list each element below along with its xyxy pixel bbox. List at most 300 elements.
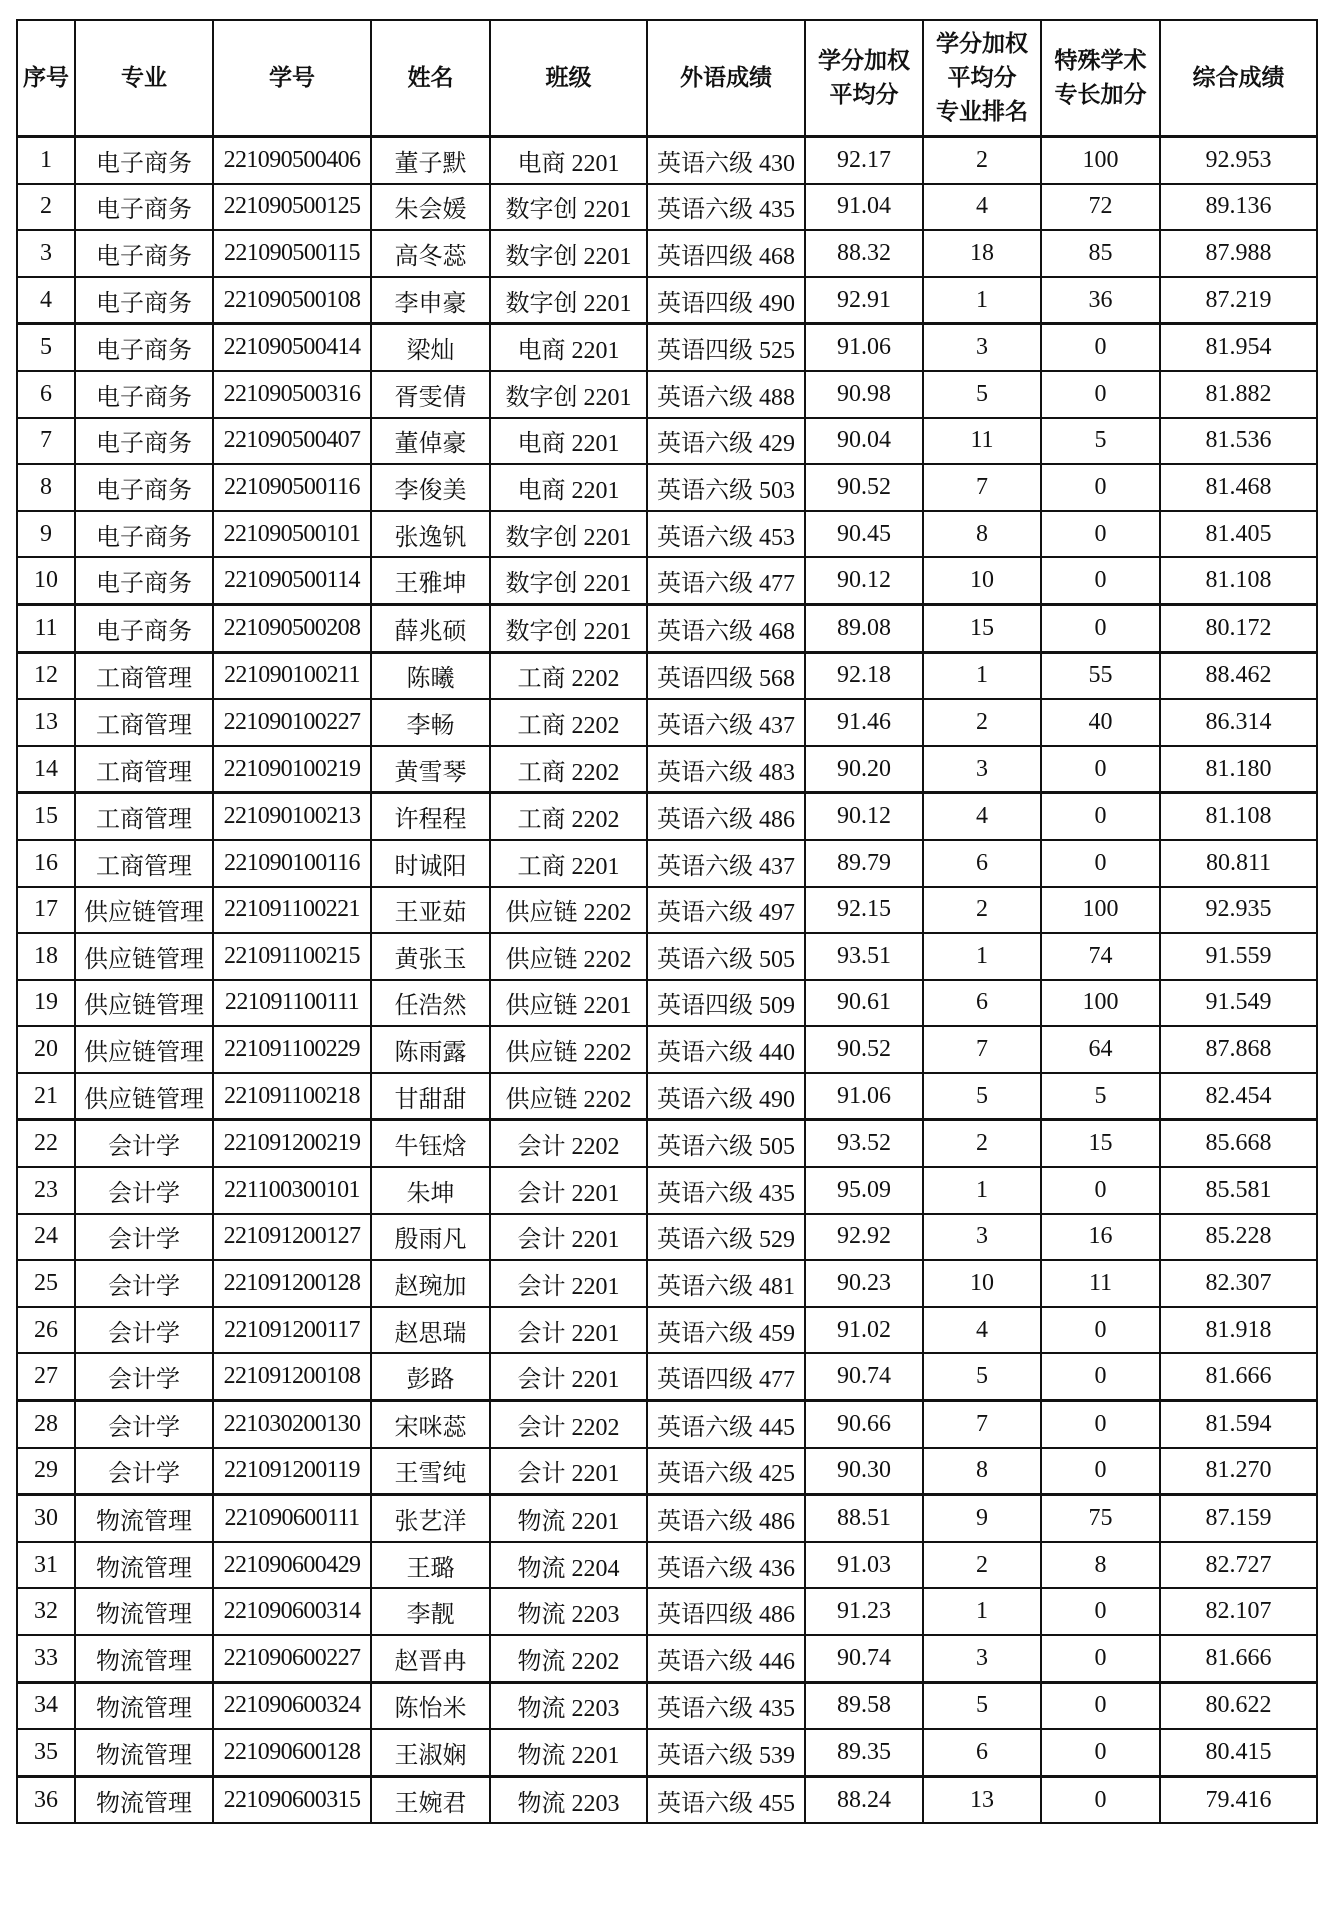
cell-student-id: 221090100211 xyxy=(213,652,371,699)
cell-language-score: 英语六级 437 xyxy=(647,699,805,746)
cell-class: 物流 2203 xyxy=(490,1776,647,1823)
table-row xyxy=(17,1542,1317,1589)
cell-index: 31 xyxy=(17,1542,75,1589)
cell-major: 物流管理 xyxy=(75,1542,213,1589)
cell-total-score: 87.988 xyxy=(1160,230,1317,277)
cell-gpa-rank: 4 xyxy=(923,1307,1041,1354)
cell-class: 数字创 2201 xyxy=(490,557,647,604)
cell-name: 王亚茹 xyxy=(371,887,490,934)
table-row xyxy=(17,793,1317,840)
cell-student-id: 221090100116 xyxy=(213,840,371,887)
cell-gpa: 92.91 xyxy=(805,277,923,324)
cell-index: 36 xyxy=(17,1776,75,1823)
cell-major: 物流管理 xyxy=(75,1635,213,1682)
cell-gpa-rank: 1 xyxy=(923,1167,1041,1214)
cell-language-score: 英语六级 440 xyxy=(647,1026,805,1073)
cell-gpa: 90.74 xyxy=(805,1353,923,1400)
cell-gpa-rank: 5 xyxy=(923,1073,1041,1120)
cell-major: 电子商务 xyxy=(75,324,213,371)
cell-gpa-rank: 7 xyxy=(923,1026,1041,1073)
cell-gpa-rank: 7 xyxy=(923,464,1041,511)
cell-bonus: 40 xyxy=(1041,699,1160,746)
cell-gpa: 90.12 xyxy=(805,557,923,604)
cell-student-id: 221091200119 xyxy=(213,1448,371,1495)
cell-gpa: 91.04 xyxy=(805,184,923,231)
table-row xyxy=(17,887,1317,934)
table-row xyxy=(17,1776,1317,1823)
cell-index: 25 xyxy=(17,1260,75,1307)
cell-name: 殷雨凡 xyxy=(371,1214,490,1261)
cell-class: 会计 2201 xyxy=(490,1448,647,1495)
cell-index: 34 xyxy=(17,1682,75,1729)
cell-gpa: 89.58 xyxy=(805,1682,923,1729)
cell-index: 19 xyxy=(17,980,75,1027)
cell-language-score: 英语六级 505 xyxy=(647,1120,805,1167)
header-col-language-score xyxy=(647,20,805,137)
table-row xyxy=(17,1401,1317,1448)
cell-name: 王雅坤 xyxy=(371,557,490,604)
cell-name: 李俊美 xyxy=(371,464,490,511)
cell-gpa: 89.79 xyxy=(805,840,923,887)
cell-name: 朱坤 xyxy=(371,1167,490,1214)
header-line: 外语成绩 xyxy=(680,65,772,91)
cell-major: 供应链管理 xyxy=(75,1026,213,1073)
cell-index: 1 xyxy=(17,137,75,184)
cell-gpa-rank: 1 xyxy=(923,933,1041,980)
cell-total-score: 81.108 xyxy=(1160,557,1317,604)
cell-student-id: 221090500101 xyxy=(213,511,371,558)
cell-gpa-rank: 8 xyxy=(923,511,1041,558)
header-line: 专长加分 xyxy=(1054,82,1147,108)
cell-bonus: 36 xyxy=(1041,277,1160,324)
cell-gpa: 90.12 xyxy=(805,793,923,840)
cell-class: 工商 2202 xyxy=(490,652,647,699)
table-row xyxy=(17,1260,1317,1307)
cell-student-id: 221091100229 xyxy=(213,1026,371,1073)
cell-name: 甘甜甜 xyxy=(371,1073,490,1120)
cell-class: 电商 2201 xyxy=(490,137,647,184)
cell-gpa: 90.30 xyxy=(805,1448,923,1495)
cell-language-score: 英语六级 455 xyxy=(647,1776,805,1823)
cell-total-score: 81.666 xyxy=(1160,1353,1317,1400)
cell-name: 陈怡米 xyxy=(371,1682,490,1729)
cell-total-score: 92.935 xyxy=(1160,887,1317,934)
cell-major: 电子商务 xyxy=(75,604,213,652)
cell-student-id: 221090500414 xyxy=(213,324,371,371)
header-line: 序号 xyxy=(23,65,69,91)
cell-index: 26 xyxy=(17,1307,75,1354)
cell-major: 电子商务 xyxy=(75,511,213,558)
cell-name: 李靓 xyxy=(371,1588,490,1635)
cell-total-score: 80.415 xyxy=(1160,1729,1317,1776)
cell-class: 供应链 2202 xyxy=(490,933,647,980)
cell-total-score: 82.454 xyxy=(1160,1073,1317,1120)
cell-name: 黄张玉 xyxy=(371,933,490,980)
cell-major: 会计学 xyxy=(75,1260,213,1307)
cell-bonus: 0 xyxy=(1041,1307,1160,1354)
cell-gpa: 90.20 xyxy=(805,746,923,793)
cell-index: 8 xyxy=(17,464,75,511)
cell-gpa: 90.98 xyxy=(805,371,923,418)
cell-major: 物流管理 xyxy=(75,1588,213,1635)
cell-index: 33 xyxy=(17,1635,75,1682)
cell-class: 数字创 2201 xyxy=(490,184,647,231)
cell-student-id: 221090100213 xyxy=(213,793,371,840)
cell-class: 会计 2201 xyxy=(490,1353,647,1400)
header-line: 平均分 xyxy=(829,82,899,108)
cell-name: 张艺洋 xyxy=(371,1495,490,1542)
cell-major: 物流管理 xyxy=(75,1495,213,1542)
cell-total-score: 81.405 xyxy=(1160,511,1317,558)
cell-student-id: 221090600128 xyxy=(213,1729,371,1776)
cell-name: 黄雪琴 xyxy=(371,746,490,793)
table-row xyxy=(17,277,1317,324)
cell-index: 15 xyxy=(17,793,75,840)
cell-total-score: 80.811 xyxy=(1160,840,1317,887)
cell-index: 17 xyxy=(17,887,75,934)
cell-bonus: 0 xyxy=(1041,511,1160,558)
cell-name: 高冬蕊 xyxy=(371,230,490,277)
cell-class: 物流 2201 xyxy=(490,1729,647,1776)
header-col-student-id xyxy=(213,20,371,137)
cell-name: 时诚阳 xyxy=(371,840,490,887)
cell-name: 李申豪 xyxy=(371,277,490,324)
cell-gpa-rank: 15 xyxy=(923,604,1041,652)
cell-bonus: 72 xyxy=(1041,184,1160,231)
cell-language-score: 英语六级 445 xyxy=(647,1401,805,1448)
cell-language-score: 英语六级 435 xyxy=(647,1167,805,1214)
cell-gpa: 88.32 xyxy=(805,230,923,277)
cell-name: 彭路 xyxy=(371,1353,490,1400)
cell-gpa: 92.15 xyxy=(805,887,923,934)
cell-bonus: 5 xyxy=(1041,418,1160,465)
cell-total-score: 85.228 xyxy=(1160,1214,1317,1261)
cell-name: 胥雯倩 xyxy=(371,371,490,418)
cell-class: 电商 2201 xyxy=(490,324,647,371)
cell-major: 电子商务 xyxy=(75,557,213,604)
cell-bonus: 0 xyxy=(1041,1729,1160,1776)
cell-total-score: 87.868 xyxy=(1160,1026,1317,1073)
cell-student-id: 221090600324 xyxy=(213,1682,371,1729)
cell-major: 会计学 xyxy=(75,1307,213,1354)
cell-gpa: 90.66 xyxy=(805,1401,923,1448)
cell-language-score: 英语六级 453 xyxy=(647,511,805,558)
cell-total-score: 85.581 xyxy=(1160,1167,1317,1214)
cell-index: 12 xyxy=(17,652,75,699)
cell-gpa: 88.51 xyxy=(805,1495,923,1542)
cell-name: 王雪纯 xyxy=(371,1448,490,1495)
cell-major: 电子商务 xyxy=(75,184,213,231)
cell-class: 物流 2201 xyxy=(490,1495,647,1542)
cell-gpa: 90.74 xyxy=(805,1635,923,1682)
cell-bonus: 0 xyxy=(1041,793,1160,840)
header-col-gpa-rank xyxy=(923,20,1041,137)
cell-gpa-rank: 2 xyxy=(923,1542,1041,1589)
cell-total-score: 86.314 xyxy=(1160,699,1317,746)
cell-gpa-rank: 2 xyxy=(923,1120,1041,1167)
cell-index: 30 xyxy=(17,1495,75,1542)
cell-language-score: 英语六级 486 xyxy=(647,793,805,840)
cell-total-score: 91.549 xyxy=(1160,980,1317,1027)
cell-gpa-rank: 1 xyxy=(923,277,1041,324)
header-line: 学分加权 xyxy=(936,31,1028,57)
cell-language-score: 英语六级 459 xyxy=(647,1307,805,1354)
cell-gpa-rank: 8 xyxy=(923,1448,1041,1495)
header-line: 平均分 xyxy=(947,65,1017,91)
cell-class: 数字创 2201 xyxy=(490,230,647,277)
cell-gpa: 91.03 xyxy=(805,1542,923,1589)
cell-bonus: 100 xyxy=(1041,137,1160,184)
table-row xyxy=(17,1635,1317,1682)
cell-class: 工商 2202 xyxy=(490,746,647,793)
cell-name: 任浩然 xyxy=(371,980,490,1027)
cell-gpa: 91.06 xyxy=(805,324,923,371)
cell-bonus: 100 xyxy=(1041,980,1160,1027)
header-line: 专业 xyxy=(121,65,167,91)
cell-total-score: 91.559 xyxy=(1160,933,1317,980)
cell-student-id: 221090500108 xyxy=(213,277,371,324)
cell-gpa: 95.09 xyxy=(805,1167,923,1214)
cell-total-score: 81.594 xyxy=(1160,1401,1317,1448)
table-row xyxy=(17,1120,1317,1167)
table-row xyxy=(17,1495,1317,1542)
table-row xyxy=(17,840,1317,887)
table-row xyxy=(17,511,1317,558)
cell-index: 11 xyxy=(17,604,75,652)
table-row xyxy=(17,184,1317,231)
cell-class: 数字创 2201 xyxy=(490,277,647,324)
cell-total-score: 81.666 xyxy=(1160,1635,1317,1682)
cell-language-score: 英语四级 477 xyxy=(647,1353,805,1400)
cell-student-id: 221091200127 xyxy=(213,1214,371,1261)
cell-index: 9 xyxy=(17,511,75,558)
cell-gpa: 90.61 xyxy=(805,980,923,1027)
cell-major: 会计学 xyxy=(75,1401,213,1448)
cell-total-score: 82.307 xyxy=(1160,1260,1317,1307)
cell-language-score: 英语四级 490 xyxy=(647,277,805,324)
table-body xyxy=(17,137,1317,1824)
cell-name: 牛钰焓 xyxy=(371,1120,490,1167)
cell-bonus: 55 xyxy=(1041,652,1160,699)
cell-name: 陈雨露 xyxy=(371,1026,490,1073)
cell-gpa: 89.35 xyxy=(805,1729,923,1776)
cell-student-id: 221091100111 xyxy=(213,980,371,1027)
cell-major: 电子商务 xyxy=(75,230,213,277)
cell-language-score: 英语四级 468 xyxy=(647,230,805,277)
table-row xyxy=(17,1729,1317,1776)
cell-total-score: 82.727 xyxy=(1160,1542,1317,1589)
cell-language-score: 英语六级 481 xyxy=(647,1260,805,1307)
cell-major: 电子商务 xyxy=(75,418,213,465)
cell-name: 王璐 xyxy=(371,1542,490,1589)
cell-bonus: 16 xyxy=(1041,1214,1160,1261)
table-row xyxy=(17,1073,1317,1120)
table-row xyxy=(17,699,1317,746)
cell-gpa: 91.06 xyxy=(805,1073,923,1120)
cell-gpa-rank: 1 xyxy=(923,1588,1041,1635)
cell-gpa-rank: 2 xyxy=(923,137,1041,184)
header-row xyxy=(17,20,1317,137)
cell-bonus: 100 xyxy=(1041,887,1160,934)
cell-bonus: 0 xyxy=(1041,1588,1160,1635)
cell-gpa-rank: 6 xyxy=(923,980,1041,1027)
cell-index: 27 xyxy=(17,1353,75,1400)
cell-name: 宋咪蕊 xyxy=(371,1401,490,1448)
cell-total-score: 87.219 xyxy=(1160,277,1317,324)
cell-gpa: 92.18 xyxy=(805,652,923,699)
cell-class: 工商 2201 xyxy=(490,840,647,887)
cell-gpa-rank: 3 xyxy=(923,746,1041,793)
cell-total-score: 81.882 xyxy=(1160,371,1317,418)
cell-name: 陈曦 xyxy=(371,652,490,699)
cell-language-score: 英语六级 497 xyxy=(647,887,805,934)
cell-index: 6 xyxy=(17,371,75,418)
cell-gpa-rank: 18 xyxy=(923,230,1041,277)
cell-total-score: 85.668 xyxy=(1160,1120,1317,1167)
cell-class: 数字创 2201 xyxy=(490,511,647,558)
table-row xyxy=(17,324,1317,371)
cell-gpa-rank: 1 xyxy=(923,652,1041,699)
cell-gpa: 90.23 xyxy=(805,1260,923,1307)
cell-total-score: 81.536 xyxy=(1160,418,1317,465)
cell-class: 会计 2201 xyxy=(490,1214,647,1261)
table-row xyxy=(17,371,1317,418)
cell-name: 李畅 xyxy=(371,699,490,746)
cell-language-score: 英语六级 430 xyxy=(647,137,805,184)
cell-bonus: 85 xyxy=(1041,230,1160,277)
cell-bonus: 11 xyxy=(1041,1260,1160,1307)
cell-total-score: 81.918 xyxy=(1160,1307,1317,1354)
table-row xyxy=(17,230,1317,277)
cell-bonus: 0 xyxy=(1041,464,1160,511)
cell-total-score: 79.416 xyxy=(1160,1776,1317,1823)
cell-name: 王婉君 xyxy=(371,1776,490,1823)
cell-major: 电子商务 xyxy=(75,137,213,184)
cell-gpa-rank: 13 xyxy=(923,1776,1041,1823)
cell-name: 董倬豪 xyxy=(371,418,490,465)
cell-index: 4 xyxy=(17,277,75,324)
cell-class: 会计 2202 xyxy=(490,1401,647,1448)
cell-major: 工商管理 xyxy=(75,793,213,840)
cell-total-score: 81.270 xyxy=(1160,1448,1317,1495)
cell-class: 数字创 2201 xyxy=(490,604,647,652)
cell-major: 会计学 xyxy=(75,1448,213,1495)
cell-language-score: 英语六级 435 xyxy=(647,1682,805,1729)
cell-gpa-rank: 2 xyxy=(923,887,1041,934)
cell-index: 22 xyxy=(17,1120,75,1167)
cell-gpa: 91.23 xyxy=(805,1588,923,1635)
cell-class: 供应链 2202 xyxy=(490,1026,647,1073)
cell-language-score: 英语六级 435 xyxy=(647,184,805,231)
cell-language-score: 英语六级 425 xyxy=(647,1448,805,1495)
cell-bonus: 0 xyxy=(1041,1635,1160,1682)
cell-major: 物流管理 xyxy=(75,1729,213,1776)
cell-name: 王淑娴 xyxy=(371,1729,490,1776)
cell-class: 数字创 2201 xyxy=(490,371,647,418)
cell-gpa: 90.52 xyxy=(805,1026,923,1073)
cell-gpa: 92.92 xyxy=(805,1214,923,1261)
header-line: 姓名 xyxy=(407,65,454,91)
cell-bonus: 75 xyxy=(1041,1495,1160,1542)
cell-index: 2 xyxy=(17,184,75,231)
cell-student-id: 221090500208 xyxy=(213,604,371,652)
table-row xyxy=(17,418,1317,465)
cell-language-score: 英语四级 568 xyxy=(647,652,805,699)
cell-major: 供应链管理 xyxy=(75,980,213,1027)
cell-gpa-rank: 4 xyxy=(923,184,1041,231)
cell-class: 物流 2203 xyxy=(490,1682,647,1729)
cell-total-score: 92.953 xyxy=(1160,137,1317,184)
cell-major: 供应链管理 xyxy=(75,1073,213,1120)
ranking-table xyxy=(16,19,1318,1824)
cell-language-score: 英语六级 529 xyxy=(647,1214,805,1261)
cell-major: 物流管理 xyxy=(75,1682,213,1729)
cell-index: 13 xyxy=(17,699,75,746)
header-line: 班级 xyxy=(545,65,592,91)
cell-student-id: 221090500114 xyxy=(213,557,371,604)
table-row xyxy=(17,137,1317,184)
cell-language-score: 英语四级 525 xyxy=(647,324,805,371)
cell-index: 16 xyxy=(17,840,75,887)
table-row xyxy=(17,933,1317,980)
cell-major: 工商管理 xyxy=(75,652,213,699)
cell-student-id: 221090600429 xyxy=(213,1542,371,1589)
table-row xyxy=(17,604,1317,652)
cell-language-score: 英语六级 490 xyxy=(647,1073,805,1120)
cell-gpa: 88.24 xyxy=(805,1776,923,1823)
cell-student-id: 221091200117 xyxy=(213,1307,371,1354)
cell-bonus: 0 xyxy=(1041,371,1160,418)
cell-gpa-rank: 5 xyxy=(923,1682,1041,1729)
cell-student-id: 221090600315 xyxy=(213,1776,371,1823)
cell-class: 工商 2202 xyxy=(490,793,647,840)
header-col-class xyxy=(490,20,647,137)
header-line: 综合成绩 xyxy=(1192,65,1285,91)
cell-bonus: 8 xyxy=(1041,1542,1160,1589)
cell-gpa-rank: 5 xyxy=(923,1353,1041,1400)
cell-bonus: 5 xyxy=(1041,1073,1160,1120)
cell-index: 20 xyxy=(17,1026,75,1073)
table-row xyxy=(17,1682,1317,1729)
cell-total-score: 81.954 xyxy=(1160,324,1317,371)
table-row xyxy=(17,464,1317,511)
table-row xyxy=(17,1026,1317,1073)
cell-major: 工商管理 xyxy=(75,699,213,746)
cell-student-id: 221090500116 xyxy=(213,464,371,511)
cell-gpa: 89.08 xyxy=(805,604,923,652)
table-row xyxy=(17,1353,1317,1400)
cell-gpa: 90.04 xyxy=(805,418,923,465)
header-col-bonus xyxy=(1041,20,1160,137)
cell-gpa-rank: 11 xyxy=(923,418,1041,465)
cell-gpa-rank: 5 xyxy=(923,371,1041,418)
cell-student-id: 221030200130 xyxy=(213,1401,371,1448)
cell-index: 29 xyxy=(17,1448,75,1495)
cell-student-id: 221091200108 xyxy=(213,1353,371,1400)
cell-student-id: 221090100227 xyxy=(213,699,371,746)
cell-major: 物流管理 xyxy=(75,1776,213,1823)
cell-class: 电商 2201 xyxy=(490,464,647,511)
cell-bonus: 0 xyxy=(1041,1682,1160,1729)
cell-major: 工商管理 xyxy=(75,840,213,887)
cell-bonus: 0 xyxy=(1041,604,1160,652)
cell-name: 梁灿 xyxy=(371,324,490,371)
cell-bonus: 0 xyxy=(1041,1776,1160,1823)
cell-bonus: 0 xyxy=(1041,1353,1160,1400)
cell-index: 21 xyxy=(17,1073,75,1120)
cell-gpa: 93.52 xyxy=(805,1120,923,1167)
cell-index: 28 xyxy=(17,1401,75,1448)
